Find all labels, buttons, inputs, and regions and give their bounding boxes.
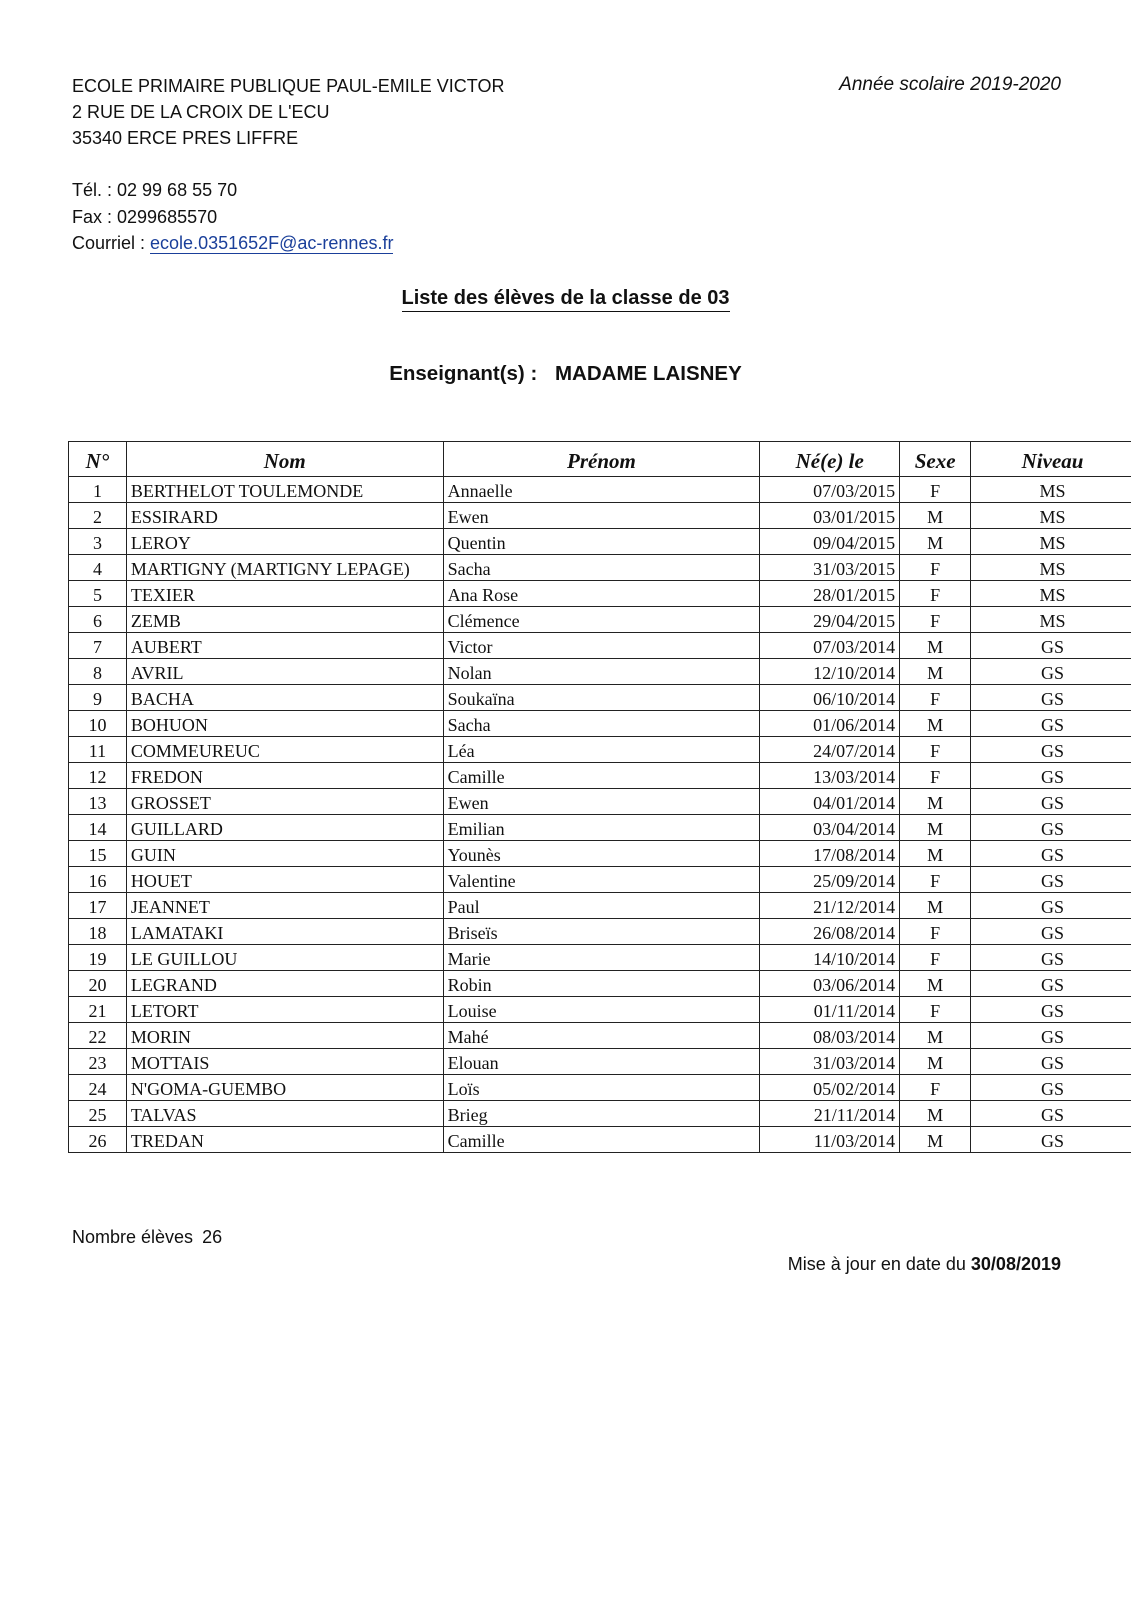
cell-niveau: GS [971,1049,1131,1075]
cell-nom: N'GOMA-GUEMBO [126,1075,443,1101]
cell-prenom: Clémence [443,607,760,633]
cell-date: 05/02/2014 [760,1075,900,1101]
student-count [72,1227,222,1248]
cell-nom: LE GUILLOU [126,945,443,971]
table-row [69,737,1131,763]
table-row [69,815,1131,841]
table-row [69,971,1131,997]
cell-num: 19 [69,945,127,971]
school-street: 2 RUE DE LA CROIX DE L'ECU [72,102,330,122]
cell-niveau: GS [971,841,1131,867]
count-value: 26 [202,1227,223,1247]
cell-sexe: F [900,477,971,503]
cell-prenom: Robin [443,971,760,997]
cell-sexe: M [900,711,971,737]
cell-niveau: GS [971,971,1131,997]
cell-date: 25/09/2014 [760,867,900,893]
page-title [0,287,1131,310]
cell-prenom: Victor [443,633,760,659]
cell-num: 6 [69,607,127,633]
phone-number: Tél. : 02 99 68 55 70 [72,180,238,200]
teacher-name: MADAME LAISNEY [554,362,742,385]
cell-num: 26 [69,1127,127,1153]
cell-num: 14 [69,815,127,841]
cell-sexe: M [900,841,971,867]
cell-sexe: F [900,685,971,711]
cell-prenom: Sacha [443,711,760,737]
cell-prenom: Ewen [443,789,760,815]
cell-prenom: Louise [443,997,760,1023]
cell-num: 11 [69,737,127,763]
cell-date: 06/10/2014 [760,685,900,711]
cell-date: 31/03/2015 [760,555,900,581]
school-address-block [72,73,504,151]
cell-sexe: M [900,1023,971,1049]
cell-prenom: Léa [443,737,760,763]
cell-niveau: GS [971,789,1131,815]
cell-niveau: GS [971,1023,1131,1049]
school-name: ECOLE PRIMAIRE PUBLIQUE PAUL-EMILE VICTOR [72,76,505,96]
table-row [69,503,1131,529]
cell-prenom: Ewen [443,503,760,529]
table-row [69,581,1131,607]
cell-sexe: M [900,815,971,841]
teacher-label: Enseignant(s) : [389,362,538,385]
table-row [69,711,1131,737]
cell-num: 5 [69,581,127,607]
cell-date: 11/03/2014 [760,1127,900,1153]
cell-sexe: F [900,763,971,789]
cell-niveau: GS [971,633,1131,659]
cell-date: 17/08/2014 [760,841,900,867]
cell-date: 07/03/2014 [760,633,900,659]
cell-date: 24/07/2014 [760,737,900,763]
cell-date: 29/04/2015 [760,607,900,633]
cell-sexe: F [900,945,971,971]
cell-sexe: M [900,971,971,997]
table-row [69,607,1131,633]
cell-niveau: MS [971,529,1131,555]
cell-date: 03/04/2014 [760,815,900,841]
cell-niveau: GS [971,711,1131,737]
cell-date: 03/01/2015 [760,503,900,529]
email-label: Courriel : [72,233,151,253]
cell-date: 13/03/2014 [760,763,900,789]
cell-sexe: F [900,581,971,607]
cell-num: 16 [69,867,127,893]
cell-prenom: Sacha [443,555,760,581]
cell-prenom: Paul [443,893,760,919]
cell-date: 01/11/2014 [760,997,900,1023]
cell-sexe: F [900,919,971,945]
cell-niveau: GS [971,1127,1131,1153]
table-row [69,997,1131,1023]
update-label: Mise à jour en date du [787,1254,971,1274]
cell-nom: MARTIGNY (MARTIGNY LEPAGE) [126,555,443,581]
cell-niveau: GS [971,919,1131,945]
table-row [69,1075,1131,1101]
cell-niveau: GS [971,1075,1131,1101]
school-year: Année scolaire 2019-2020 [839,74,1061,95]
cell-sexe: F [900,997,971,1023]
table-row [69,919,1131,945]
table-row [69,1023,1131,1049]
cell-nom: JEANNET [126,893,443,919]
cell-niveau: GS [971,685,1131,711]
cell-sexe: F [900,867,971,893]
cell-num: 2 [69,503,127,529]
cell-num: 21 [69,997,127,1023]
cell-nom: LEROY [126,529,443,555]
table-row [69,685,1131,711]
cell-prenom: Annaelle [443,477,760,503]
cell-num: 12 [69,763,127,789]
cell-prenom: Elouan [443,1049,760,1075]
cell-nom: BOHUON [126,711,443,737]
cell-niveau: GS [971,1101,1131,1127]
cell-num: 15 [69,841,127,867]
table-row [69,659,1131,685]
cell-sexe: M [900,529,971,555]
cell-prenom: Camille [443,1127,760,1153]
students-table [68,441,1131,1153]
cell-num: 1 [69,477,127,503]
email-line [72,230,393,257]
cell-prenom: Soukaïna [443,685,760,711]
cell-prenom: Brieg [443,1101,760,1127]
cell-niveau: GS [971,997,1131,1023]
cell-sexe: M [900,1049,971,1075]
table-row [69,1049,1131,1075]
school-city: 35340 ERCE PRES LIFFRE [72,128,299,148]
cell-nom: GROSSET [126,789,443,815]
cell-date: 09/04/2015 [760,529,900,555]
cell-num: 18 [69,919,127,945]
cell-num: 24 [69,1075,127,1101]
cell-niveau: MS [971,503,1131,529]
cell-niveau: GS [971,659,1131,685]
cell-sexe: F [900,1075,971,1101]
count-label: Nombre élèves [72,1227,194,1247]
cell-sexe: M [900,1101,971,1127]
cell-niveau: GS [971,945,1131,971]
cell-niveau: GS [971,893,1131,919]
cell-date: 04/01/2014 [760,789,900,815]
page-title-text: Liste des élèves de la classe de 03 [402,287,730,312]
cell-num: 8 [69,659,127,685]
cell-num: 10 [69,711,127,737]
cell-num: 23 [69,1049,127,1075]
cell-sexe: M [900,659,971,685]
col-header-niveau: Niveau [971,442,1131,477]
cell-num: 22 [69,1023,127,1049]
cell-nom: HOUET [126,867,443,893]
cell-num: 4 [69,555,127,581]
cell-nom: MOTTAIS [126,1049,443,1075]
cell-prenom: Emilian [443,815,760,841]
cell-nom: ESSIRARD [126,503,443,529]
table-row [69,633,1131,659]
cell-nom: AUBERT [126,633,443,659]
col-header-num: N° [69,442,127,477]
table-row [69,763,1131,789]
col-header-sexe: Sexe [900,442,971,477]
table-row [69,945,1131,971]
table-row [69,477,1131,503]
cell-sexe: M [900,893,971,919]
cell-date: 07/03/2015 [760,477,900,503]
cell-num: 20 [69,971,127,997]
cell-nom: TALVAS [126,1101,443,1127]
cell-num: 7 [69,633,127,659]
cell-num: 17 [69,893,127,919]
table-row [69,529,1131,555]
cell-prenom: Valentine [443,867,760,893]
table-header-row [69,442,1131,477]
cell-niveau: MS [971,607,1131,633]
cell-nom: LEGRAND [126,971,443,997]
cell-nom: AVRIL [126,659,443,685]
cell-prenom: Marie [443,945,760,971]
table-row [69,893,1131,919]
cell-prenom: Briseïs [443,919,760,945]
cell-num: 3 [69,529,127,555]
cell-nom: GUILLARD [126,815,443,841]
cell-niveau: GS [971,867,1131,893]
update-date-line [788,1254,1061,1275]
cell-date: 31/03/2014 [760,1049,900,1075]
cell-sexe: F [900,607,971,633]
cell-niveau: MS [971,581,1131,607]
cell-date: 01/06/2014 [760,711,900,737]
cell-date: 08/03/2014 [760,1023,900,1049]
cell-sexe: M [900,503,971,529]
table-row [69,1127,1131,1153]
col-header-prenom: Prénom [443,442,760,477]
cell-prenom: Mahé [443,1023,760,1049]
cell-prenom: Camille [443,763,760,789]
cell-num: 13 [69,789,127,815]
fax-number: Fax : 0299685570 [72,206,218,227]
table-row [69,555,1131,581]
cell-niveau: MS [971,555,1131,581]
cell-niveau: GS [971,737,1131,763]
table-row [69,841,1131,867]
cell-sexe: M [900,1127,971,1153]
cell-date: 12/10/2014 [760,659,900,685]
contact-block [72,177,393,257]
cell-date: 21/12/2014 [760,893,900,919]
table-row [69,867,1131,893]
col-header-date: Né(e) le [760,442,900,477]
cell-prenom: Younès [443,841,760,867]
cell-num: 25 [69,1101,127,1127]
cell-prenom: Quentin [443,529,760,555]
cell-sexe: F [900,737,971,763]
cell-nom: MORIN [126,1023,443,1049]
col-header-nom: Nom [126,442,443,477]
cell-num: 9 [69,685,127,711]
cell-nom: TEXIER [126,581,443,607]
cell-nom: GUIN [126,841,443,867]
cell-prenom: Loïs [443,1075,760,1101]
cell-nom: BERTHELOT TOULEMONDE [126,477,443,503]
cell-nom: FREDON [126,763,443,789]
cell-date: 14/10/2014 [760,945,900,971]
cell-nom: BACHA [126,685,443,711]
cell-sexe: M [900,789,971,815]
cell-nom: TREDAN [126,1127,443,1153]
email-link[interactable]: ecole.0351652F@ac-rennes.fr [150,233,394,253]
cell-prenom: Ana Rose [443,581,760,607]
cell-date: 28/01/2015 [760,581,900,607]
cell-sexe: M [900,633,971,659]
cell-nom: COMMEUREUC [126,737,443,763]
cell-nom: LETORT [126,997,443,1023]
cell-prenom: Nolan [443,659,760,685]
cell-nom: ZEMB [126,607,443,633]
cell-date: 21/11/2014 [760,1101,900,1127]
table-row [69,789,1131,815]
cell-niveau: GS [971,763,1131,789]
update-date: 30/08/2019 [970,1254,1061,1274]
cell-sexe: F [900,555,971,581]
table-body [69,477,1131,1153]
cell-date: 03/06/2014 [760,971,900,997]
cell-date: 26/08/2014 [760,919,900,945]
cell-niveau: MS [971,477,1131,503]
cell-nom: LAMATAKI [126,919,443,945]
table-row [69,1101,1131,1127]
teacher-heading [0,362,1131,386]
cell-niveau: GS [971,815,1131,841]
